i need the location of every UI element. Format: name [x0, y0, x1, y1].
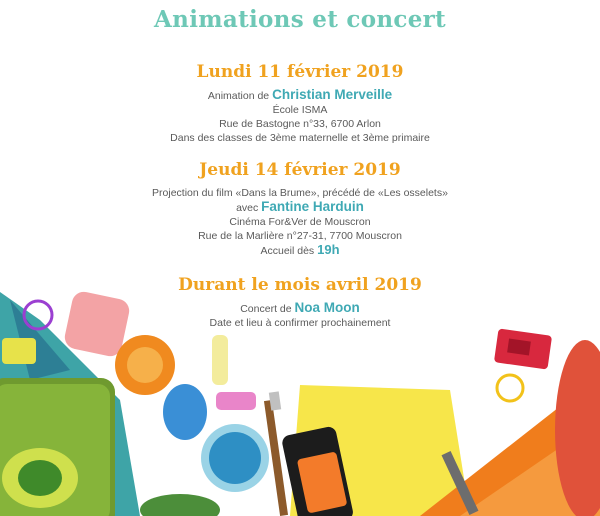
event-date: Jeudi 14 février 2019 — [199, 160, 401, 180]
event-date: Lundi 11 février 2019 — [196, 62, 404, 82]
page-title: Animations et concert — [154, 6, 446, 33]
lion-clip-face-icon — [127, 347, 163, 383]
event-line: Projection du film «Dans la Brume», précédé de «Les osselets» — [152, 187, 448, 199]
pencil-sharpener-icon — [2, 338, 36, 364]
event-line — [0, 200, 600, 215]
pink-eraser-small-icon — [216, 392, 256, 410]
event-prefix: Concert de — [240, 303, 292, 315]
elastic-band-icon — [497, 375, 523, 401]
event-date: Durant le mois avril 2019 — [178, 275, 422, 295]
event-line: Rue de Bastogne n°33, 6700 Arlon — [219, 118, 381, 130]
event-line — [0, 88, 600, 103]
event-line: Rue de la Marlière n°27-31, 7700 Mouscron — [198, 230, 402, 242]
paint-pot-lid-icon — [209, 432, 261, 484]
event-line: École ISMA — [272, 104, 328, 116]
event-block — [0, 62, 600, 145]
event-prefix: Accueil dès — [260, 245, 315, 257]
event-line: Dans des classes de 3ème maternelle et 3ème primaire — [170, 132, 430, 144]
event-time: 19h — [317, 242, 340, 257]
paint-pot-icon — [140, 494, 220, 516]
blue-bird-icon — [163, 384, 207, 440]
event-line — [0, 243, 600, 258]
artist-name: Noa Moon — [294, 300, 360, 315]
event-prefix: Animation de — [207, 90, 270, 102]
school-supplies-illustration — [0, 280, 600, 516]
event-line: Date et lieu à confirmer prochainement — [209, 317, 391, 329]
event-prefix: avec — [236, 202, 259, 214]
artist-name: Fantine Harduin — [261, 199, 364, 214]
frog-sticker-body-icon — [18, 460, 62, 496]
artist-name: Christian Merveille — [272, 87, 393, 102]
chalk-icon — [212, 335, 228, 385]
event-line: Cinéma For&Ver de Mouscron — [229, 216, 371, 228]
event-block — [0, 160, 600, 258]
